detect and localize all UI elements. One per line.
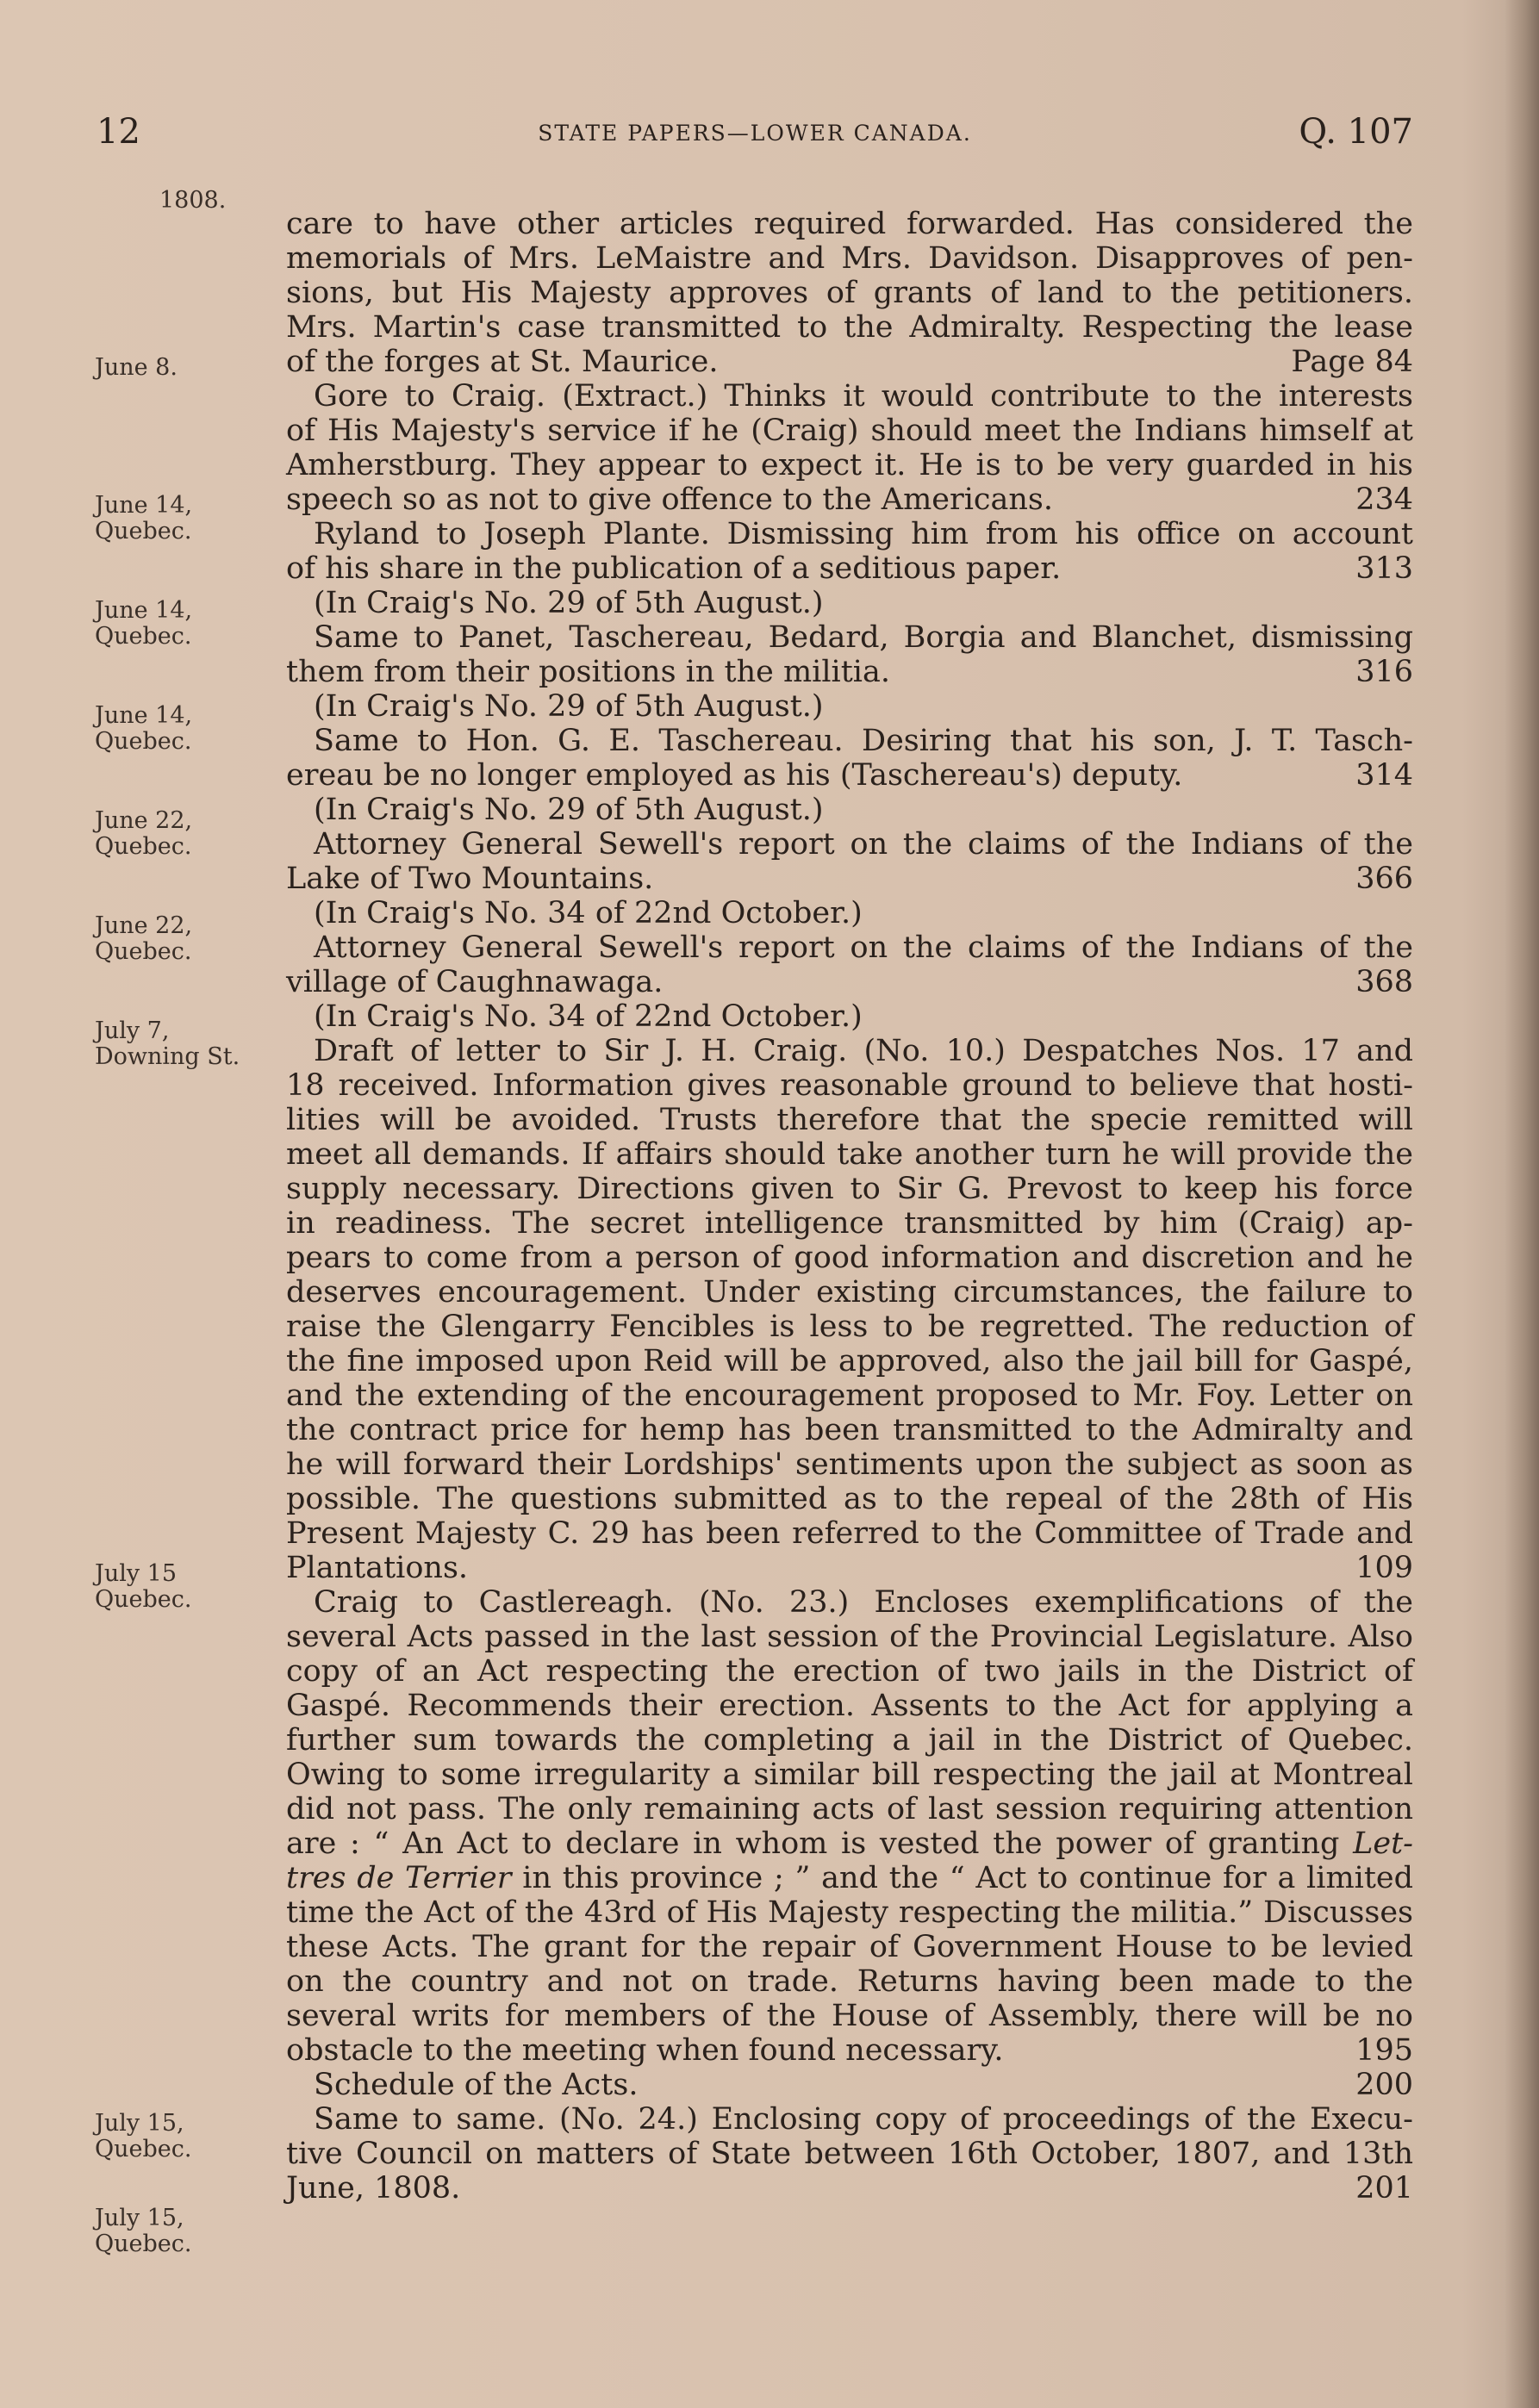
text-line: Craig to Castlereagh. (No. 23.) Encloses exemplifications of the xyxy=(314,1585,1413,1620)
margin-date: June 22, Quebec. xyxy=(95,912,193,965)
page-ref: 200 xyxy=(1355,2068,1413,2102)
text-line: lities will be avoided. Trusts therefore that the specie remitted will xyxy=(286,1103,1413,1137)
text-line: sions, but His Majesty approves of grants of land to the petitioners. xyxy=(286,276,1413,310)
page-ref: Page 84 xyxy=(1291,345,1413,379)
text-line: Plantations. 109 xyxy=(286,1551,1413,1585)
margin-date: July 15, Quebec. xyxy=(95,2205,192,2257)
text-line: Draft of letter to Sir J. H. Craig. (No. 10.) Despatches Nos. 17 and xyxy=(314,1034,1413,1068)
text-line: Lake of Two Mountains. 366 xyxy=(286,862,1413,896)
margin-date: June 22, Quebec. xyxy=(95,807,193,860)
italic-text: Let- xyxy=(1353,1826,1413,1861)
text-line: supply necessary. Directions given to Sir G. Prevost to keep his force xyxy=(286,1172,1413,1206)
text-line: Same to Panet, Taschereau, Bedard, Borgia and Blanchet, dismissing xyxy=(314,620,1413,655)
text-line: of the forges at St. Maurice. Page 84 xyxy=(286,345,1413,379)
text-line: he will forward their Lordships' sentiments upon the subject as soon as xyxy=(286,1447,1413,1482)
page-ref: 316 xyxy=(1355,655,1413,689)
text-line: Amherstburg. They appear to expect it. He is to be very guarded in his xyxy=(286,448,1413,482)
text-line: (In Craig's No. 29 of 5th August.) xyxy=(314,586,824,620)
text-line: Same to Hon. G. E. Taschereau. Desiring that his son, J. T. Tasch- xyxy=(314,724,1413,758)
text-line: on the country and not on trade. Returns having been made to the xyxy=(286,1964,1413,1999)
text-line: Attorney General Sewell's report on the claims of the Indians of the xyxy=(314,827,1413,862)
text-line: and the extending of the encouragement proposed to Mr. Foy. Letter on xyxy=(286,1378,1413,1413)
page-ref: 366 xyxy=(1355,862,1413,896)
text-line: Gaspé. Recommends their erection. Assents to the Act for applying a xyxy=(286,1689,1413,1723)
text-line: tres de Terrier in this province ; ” and the “ Act to continue for a limited xyxy=(286,1861,1414,1895)
text-line: ereau be no longer employed as his (Taschereau's) deputy. 314 xyxy=(286,758,1413,793)
text-line: village of Caughnawaga. 368 xyxy=(286,965,1413,999)
margin-date: July 7, Downing St. xyxy=(95,1017,240,1070)
text-line: tive Council on matters of State between 16th October, 1807, and 13th xyxy=(286,2137,1413,2171)
text-line: obstacle to the meeting when found necessary. 195 xyxy=(286,2033,1413,2068)
text-line: Mrs. Martin's case transmitted to the Admiralty. Respecting the lease xyxy=(286,310,1413,345)
text-line: of His Majesty's service if he (Craig) should meet the Indians himself at xyxy=(286,414,1413,448)
text-line: (In Craig's No. 29 of 5th August.) xyxy=(314,793,824,827)
text-line: time the Act of the 43rd of His Majesty respecting the militia.” Discusses xyxy=(286,1895,1413,1930)
text-line: several Acts passed in the last session of the Provincial Legislature. Also xyxy=(286,1620,1413,1654)
text-line: the fine imposed upon Reid will be approved, also the jail bill for Gaspé, xyxy=(286,1344,1413,1378)
text-line: did not pass. The only remaining acts of last session requiring attention xyxy=(286,1792,1413,1826)
text-line: speech so as not to give offence to the Americans. 234 xyxy=(286,482,1413,517)
page-header xyxy=(97,112,1413,164)
text-line: deserves encouragement. Under existing circumstances, the failure to xyxy=(286,1275,1413,1310)
text-line: June, 1808. 201 xyxy=(286,2171,1413,2206)
text-line: Present Majesty C. 29 has been referred to the Committee of Trade and xyxy=(286,1516,1413,1551)
running-title: STATE PAPERS—LOWER CANADA. xyxy=(538,121,972,146)
page-ref: 234 xyxy=(1355,482,1413,517)
text-line: are : “ An Act to declare in whom is vested the power of granting Let- xyxy=(286,1826,1413,1861)
margin-date: June 14, Quebec. xyxy=(95,597,193,650)
text-line: them from their positions in the militia. 316 xyxy=(286,655,1413,689)
page-ref: 313 xyxy=(1355,551,1413,586)
text-line: Ryland to Joseph Plante. Dismissing him from his office on account xyxy=(314,517,1413,551)
margin-date: July 15 Quebec. xyxy=(95,1560,192,1613)
text-line: in readiness. The secret intelligence transmitted by him (Craig) ap- xyxy=(286,1206,1413,1241)
text-line: Schedule of the Acts. 200 xyxy=(314,2068,1413,2102)
text-line: Attorney General Sewell's report on the claims of the Indians of the xyxy=(314,930,1413,965)
text-line: raise the Glengarry Fencibles is less to be regretted. The reduction of xyxy=(286,1310,1413,1344)
volume-reference: Q. 107 xyxy=(1299,112,1413,152)
page-ref: 368 xyxy=(1355,965,1413,999)
page-ref: 314 xyxy=(1355,758,1413,793)
italic-text: tres de Terrier xyxy=(286,1861,512,1895)
text-line: these Acts. The grant for the repair of Government House to be levied xyxy=(286,1930,1413,1964)
margin-date: July 15, Quebec. xyxy=(95,2110,192,2162)
text-line: possible. The questions submitted as to the repeal of the 28th of His xyxy=(286,1482,1413,1516)
page-edge-shadow xyxy=(1505,0,1539,2408)
text-line: memorials of Mrs. LeMaistre and Mrs. Davidson. Disapproves of pen- xyxy=(286,241,1413,276)
page-ref: 201 xyxy=(1355,2171,1413,2206)
page-number: 12 xyxy=(97,112,140,152)
text-line: care to have other articles required forwarded. Has considered the xyxy=(286,207,1413,241)
margin-date: June 8. xyxy=(95,354,178,381)
margin-date: June 14, Quebec. xyxy=(95,702,193,755)
text-line: 18 received. Information gives reasonable ground to believe that hosti- xyxy=(286,1068,1413,1103)
text-line: (In Craig's No. 29 of 5th August.) xyxy=(314,689,824,724)
text-line: pears to come from a person of good information and discretion and he xyxy=(286,1241,1413,1275)
calendar-entries xyxy=(86,181,1413,2300)
text-line: of his share in the publication of a seditious paper. 313 xyxy=(286,551,1413,586)
text-line: meet all demands. If affairs should take another turn he will provide the xyxy=(286,1137,1413,1172)
text-line: several writs for members of the House of Assembly, there will be no xyxy=(286,1999,1413,2033)
text-line: (In Craig's No. 34 of 22nd October.) xyxy=(314,896,863,930)
margin-date: June 14, Quebec. xyxy=(95,492,193,544)
text-line: the contract price for hemp has been transmitted to the Admiralty and xyxy=(286,1413,1413,1447)
page-ref: 109 xyxy=(1355,1551,1413,1585)
text-line: (In Craig's No. 34 of 22nd October.) xyxy=(314,999,863,1034)
text-line: Same to same. (No. 24.) Enclosing copy of proceedings of the Execu- xyxy=(314,2102,1413,2137)
text-line: Gore to Craig. (Extract.) Thinks it would contribute to the interests xyxy=(314,379,1413,414)
text-line: copy of an Act respecting the erection of two jails in the District of xyxy=(286,1654,1413,1689)
page-ref: 195 xyxy=(1355,2033,1413,2068)
text-line: Owing to some irregularity a similar bill respecting the jail at Montreal xyxy=(286,1758,1413,1792)
text-line: further sum towards the completing a jail in the District of Quebec. xyxy=(286,1723,1413,1758)
margin-date: 1808. xyxy=(159,187,227,214)
